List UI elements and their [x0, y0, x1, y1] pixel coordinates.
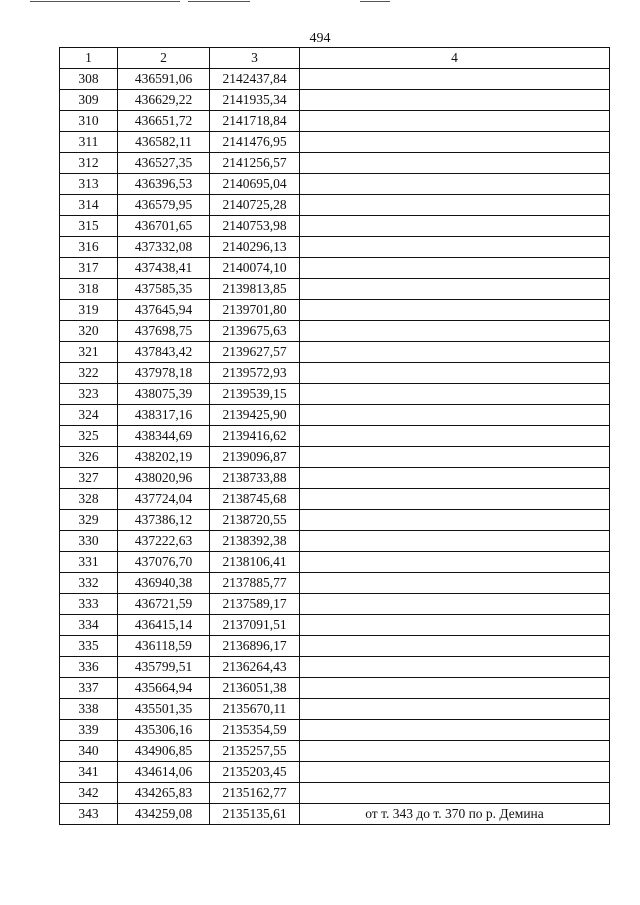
y-coordinate-cell: 2135203,45 — [210, 762, 300, 783]
point-number-cell: 310 — [60, 111, 118, 132]
note-cell — [300, 405, 610, 426]
note-cell — [300, 531, 610, 552]
point-number-cell: 341 — [60, 762, 118, 783]
x-coordinate-cell: 436527,35 — [118, 153, 210, 174]
page-number: 494 — [309, 31, 331, 46]
note-cell — [300, 195, 610, 216]
x-coordinate-cell: 437698,75 — [118, 321, 210, 342]
y-coordinate-cell: 2137589,17 — [210, 594, 300, 615]
table-row — [60, 573, 610, 594]
column-header-4: 4 — [300, 48, 610, 69]
point-number-cell: 336 — [60, 657, 118, 678]
top-rule-center — [188, 1, 250, 2]
x-coordinate-cell: 434906,85 — [118, 741, 210, 762]
note-cell — [300, 384, 610, 405]
point-number-cell: 343 — [60, 804, 118, 825]
table-row — [60, 510, 610, 531]
note-cell — [300, 258, 610, 279]
table-row — [60, 741, 610, 762]
x-coordinate-cell: 436701,65 — [118, 216, 210, 237]
note-cell — [300, 636, 610, 657]
note-cell — [300, 594, 610, 615]
y-coordinate-cell: 2135354,59 — [210, 720, 300, 741]
table-row — [60, 132, 610, 153]
column-header-1: 1 — [60, 48, 118, 69]
y-coordinate-cell: 2138733,88 — [210, 468, 300, 489]
table-row — [60, 342, 610, 363]
note-cell — [300, 174, 610, 195]
y-coordinate-cell: 2140753,98 — [210, 216, 300, 237]
y-coordinate-cell: 2140074,10 — [210, 258, 300, 279]
point-number-cell: 313 — [60, 174, 118, 195]
x-coordinate-cell: 435799,51 — [118, 657, 210, 678]
note-cell — [300, 762, 610, 783]
table-row — [60, 195, 610, 216]
x-coordinate-cell: 437645,94 — [118, 300, 210, 321]
point-number-cell: 334 — [60, 615, 118, 636]
point-number-cell: 325 — [60, 426, 118, 447]
coordinates-table — [59, 47, 610, 825]
note-cell — [300, 510, 610, 531]
y-coordinate-cell: 2142437,84 — [210, 69, 300, 90]
table-row — [60, 300, 610, 321]
note-cell — [300, 111, 610, 132]
x-coordinate-cell: 436591,06 — [118, 69, 210, 90]
note-cell — [300, 237, 610, 258]
point-number-cell: 315 — [60, 216, 118, 237]
point-number-cell: 323 — [60, 384, 118, 405]
table-row — [60, 657, 610, 678]
point-number-cell: 327 — [60, 468, 118, 489]
note-cell — [300, 678, 610, 699]
y-coordinate-cell: 2139539,15 — [210, 384, 300, 405]
x-coordinate-cell: 438317,16 — [118, 405, 210, 426]
table-row — [60, 594, 610, 615]
table-row — [60, 237, 610, 258]
y-coordinate-cell: 2141935,34 — [210, 90, 300, 111]
x-coordinate-cell: 434614,06 — [118, 762, 210, 783]
note-cell — [300, 90, 610, 111]
table-row — [60, 615, 610, 636]
x-coordinate-cell: 437386,12 — [118, 510, 210, 531]
note-cell — [300, 426, 610, 447]
y-coordinate-cell: 2139572,93 — [210, 363, 300, 384]
point-number-cell: 309 — [60, 90, 118, 111]
x-coordinate-cell: 437843,42 — [118, 342, 210, 363]
x-coordinate-cell: 438075,39 — [118, 384, 210, 405]
x-coordinate-cell: 437076,70 — [118, 552, 210, 573]
table-row — [60, 405, 610, 426]
y-coordinate-cell: 2135135,61 — [210, 804, 300, 825]
x-coordinate-cell: 435501,35 — [118, 699, 210, 720]
y-coordinate-cell: 2139675,63 — [210, 321, 300, 342]
table-row — [60, 447, 610, 468]
point-number-cell: 342 — [60, 783, 118, 804]
y-coordinate-cell: 2141718,84 — [210, 111, 300, 132]
x-coordinate-cell: 435306,16 — [118, 720, 210, 741]
note-cell — [300, 783, 610, 804]
point-number-cell: 308 — [60, 69, 118, 90]
table-body — [60, 69, 610, 825]
point-number-cell: 314 — [60, 195, 118, 216]
point-number-cell: 328 — [60, 489, 118, 510]
note-cell — [300, 447, 610, 468]
x-coordinate-cell: 437332,08 — [118, 237, 210, 258]
note-cell — [300, 342, 610, 363]
note-cell — [300, 657, 610, 678]
note-cell — [300, 153, 610, 174]
x-coordinate-cell: 437978,18 — [118, 363, 210, 384]
note-cell — [300, 741, 610, 762]
y-coordinate-cell: 2136896,17 — [210, 636, 300, 657]
x-coordinate-cell: 437222,63 — [118, 531, 210, 552]
x-coordinate-cell: 436629,22 — [118, 90, 210, 111]
y-coordinate-cell: 2137885,77 — [210, 573, 300, 594]
y-coordinate-cell: 2135257,55 — [210, 741, 300, 762]
point-number-cell: 333 — [60, 594, 118, 615]
note-cell — [300, 279, 610, 300]
y-coordinate-cell: 2135670,11 — [210, 699, 300, 720]
table-row — [60, 279, 610, 300]
note-cell — [300, 69, 610, 90]
note-cell — [300, 720, 610, 741]
y-coordinate-cell: 2138106,41 — [210, 552, 300, 573]
x-coordinate-cell: 435664,94 — [118, 678, 210, 699]
table-header-row — [60, 48, 610, 69]
table-row — [60, 90, 610, 111]
y-coordinate-cell: 2136264,43 — [210, 657, 300, 678]
table-row — [60, 153, 610, 174]
point-number-cell: 326 — [60, 447, 118, 468]
point-number-cell: 324 — [60, 405, 118, 426]
note-cell — [300, 132, 610, 153]
table-row — [60, 762, 610, 783]
note-cell — [300, 216, 610, 237]
table-row — [60, 804, 610, 825]
y-coordinate-cell: 2139425,90 — [210, 405, 300, 426]
top-rule-left — [30, 1, 180, 2]
note-cell — [300, 489, 610, 510]
y-coordinate-cell: 2139813,85 — [210, 279, 300, 300]
y-coordinate-cell: 2141256,57 — [210, 153, 300, 174]
note-cell — [300, 699, 610, 720]
table-row — [60, 531, 610, 552]
top-rule-right — [360, 1, 390, 2]
point-number-cell: 321 — [60, 342, 118, 363]
x-coordinate-cell: 436396,53 — [118, 174, 210, 195]
note-cell — [300, 300, 610, 321]
point-number-cell: 337 — [60, 678, 118, 699]
point-number-cell: 331 — [60, 552, 118, 573]
point-number-cell: 316 — [60, 237, 118, 258]
table-row — [60, 111, 610, 132]
y-coordinate-cell: 2135162,77 — [210, 783, 300, 804]
y-coordinate-cell: 2140695,04 — [210, 174, 300, 195]
y-coordinate-cell: 2136051,38 — [210, 678, 300, 699]
table-row — [60, 489, 610, 510]
y-coordinate-cell: 2140296,13 — [210, 237, 300, 258]
table-row — [60, 384, 610, 405]
point-number-cell: 322 — [60, 363, 118, 384]
x-coordinate-cell: 436940,38 — [118, 573, 210, 594]
table-row — [60, 426, 610, 447]
x-coordinate-cell: 438020,96 — [118, 468, 210, 489]
table-row — [60, 636, 610, 657]
x-coordinate-cell: 436582,11 — [118, 132, 210, 153]
point-number-cell: 311 — [60, 132, 118, 153]
note-cell — [300, 468, 610, 489]
column-header-2: 2 — [118, 48, 210, 69]
x-coordinate-cell: 436721,59 — [118, 594, 210, 615]
y-coordinate-cell: 2139416,62 — [210, 426, 300, 447]
x-coordinate-cell: 437724,04 — [118, 489, 210, 510]
y-coordinate-cell: 2141476,95 — [210, 132, 300, 153]
point-number-cell: 339 — [60, 720, 118, 741]
x-coordinate-cell: 438202,19 — [118, 447, 210, 468]
table-row — [60, 468, 610, 489]
y-coordinate-cell: 2140725,28 — [210, 195, 300, 216]
x-coordinate-cell: 438344,69 — [118, 426, 210, 447]
point-number-cell: 340 — [60, 741, 118, 762]
table-row — [60, 699, 610, 720]
table-row — [60, 216, 610, 237]
point-number-cell: 317 — [60, 258, 118, 279]
x-coordinate-cell: 434265,83 — [118, 783, 210, 804]
point-number-cell: 335 — [60, 636, 118, 657]
y-coordinate-cell: 2138745,68 — [210, 489, 300, 510]
y-coordinate-cell: 2138720,55 — [210, 510, 300, 531]
table-row — [60, 783, 610, 804]
point-number-cell: 338 — [60, 699, 118, 720]
table-row — [60, 258, 610, 279]
y-coordinate-cell: 2137091,51 — [210, 615, 300, 636]
x-coordinate-cell: 434259,08 — [118, 804, 210, 825]
column-header-3: 3 — [210, 48, 300, 69]
note-cell — [300, 552, 610, 573]
table-row — [60, 321, 610, 342]
y-coordinate-cell: 2139701,80 — [210, 300, 300, 321]
table-row — [60, 69, 610, 90]
table-row — [60, 720, 610, 741]
x-coordinate-cell: 436118,59 — [118, 636, 210, 657]
x-coordinate-cell: 437585,35 — [118, 279, 210, 300]
table-row — [60, 678, 610, 699]
point-number-cell: 332 — [60, 573, 118, 594]
note-cell — [300, 363, 610, 384]
note-cell — [300, 573, 610, 594]
point-number-cell: 320 — [60, 321, 118, 342]
note-cell — [300, 615, 610, 636]
y-coordinate-cell: 2138392,38 — [210, 531, 300, 552]
x-coordinate-cell: 436579,95 — [118, 195, 210, 216]
table-row — [60, 552, 610, 573]
point-number-cell: 319 — [60, 300, 118, 321]
point-number-cell: 330 — [60, 531, 118, 552]
y-coordinate-cell: 2139627,57 — [210, 342, 300, 363]
point-number-cell: 312 — [60, 153, 118, 174]
table-row — [60, 363, 610, 384]
y-coordinate-cell: 2139096,87 — [210, 447, 300, 468]
note-cell — [300, 321, 610, 342]
point-number-cell: 329 — [60, 510, 118, 531]
table-row — [60, 174, 610, 195]
note-cell: от т. 343 до т. 370 по р. Демина — [300, 804, 610, 825]
x-coordinate-cell: 436651,72 — [118, 111, 210, 132]
x-coordinate-cell: 437438,41 — [118, 258, 210, 279]
point-number-cell: 318 — [60, 279, 118, 300]
x-coordinate-cell: 436415,14 — [118, 615, 210, 636]
